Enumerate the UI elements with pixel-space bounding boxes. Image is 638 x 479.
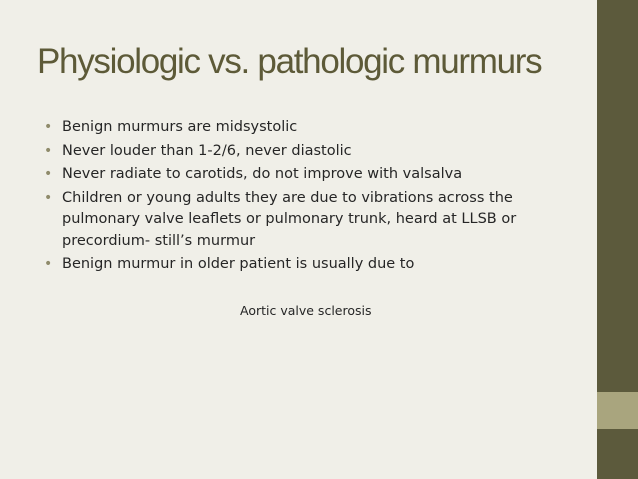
bullet-dot-icon: • (44, 256, 53, 272)
decorative-sidebar (597, 0, 638, 479)
bullet-item (44, 188, 584, 253)
sidebar-segment-top (597, 0, 638, 392)
bullet-item (44, 141, 584, 163)
bullet-dot-icon: • (44, 142, 53, 159)
bullet-list (44, 117, 584, 278)
bullet-item (44, 117, 584, 139)
bullet-dot-icon: • (44, 119, 53, 135)
slide-title: Physiologic vs. pathologic murmurs (37, 42, 542, 81)
bullet-item (44, 254, 584, 276)
sidebar-segment-bottom (597, 429, 638, 479)
bullet-text: Benign murmurs are midsystolic (62, 119, 298, 135)
sub-answer-text: Aortic valve sclerosis (240, 303, 372, 318)
sidebar-segment-accent (597, 392, 638, 429)
bullet-dot-icon: • (44, 189, 53, 206)
bullet-text: Benign murmur in older patient is usually due to (62, 256, 415, 272)
bullet-text: Children or young adults they are due to vibrations across the pulmonary valve leaflets or pulmonary trunk, heard at LLSB or precordium- still’s murmur (62, 189, 517, 249)
bullet-text: Never radiate to carotids, do not improve with valsalva (62, 166, 463, 182)
bullet-item (44, 164, 584, 186)
bullet-dot-icon: • (44, 166, 53, 182)
bullet-text: Never louder than 1-2/6, never diastolic (62, 142, 352, 159)
